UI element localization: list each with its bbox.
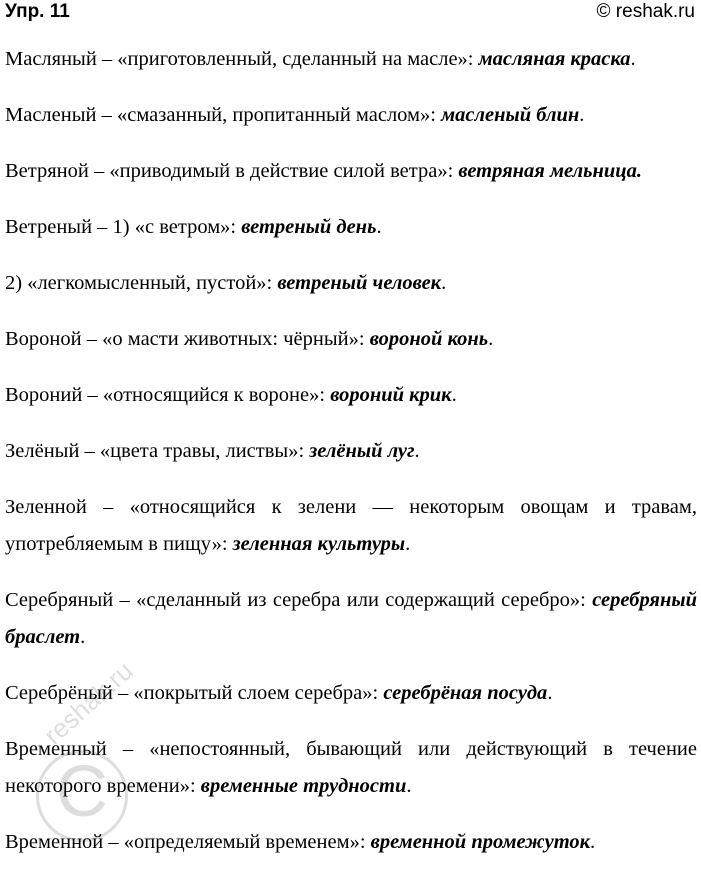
entry-end: . xyxy=(579,104,585,126)
entry-end: . xyxy=(441,272,447,294)
entry-example: вороний крик xyxy=(330,384,452,406)
entry-example: временной промежуток xyxy=(370,831,591,853)
page-header xyxy=(0,0,701,26)
entry-voroniy xyxy=(5,377,697,414)
entry-end: . xyxy=(405,533,411,555)
entry-voronoy xyxy=(5,321,697,358)
entry-definition: Вороний – «относящийся к вороне»: xyxy=(5,384,331,406)
entry-end: . xyxy=(80,626,86,648)
entry-end: . xyxy=(414,440,420,462)
entry-example: ветреный день xyxy=(241,216,377,238)
watermark-symbol: C xyxy=(56,752,108,832)
entry-example: зелёный луг xyxy=(309,440,415,462)
entry-example: масляная краска xyxy=(478,48,631,70)
entry-example: серебрёная посуда xyxy=(383,682,548,704)
entry-example: ветреный человек xyxy=(277,272,442,294)
entry-end: . xyxy=(488,328,494,350)
entry-example: зеленная культуры xyxy=(232,533,406,555)
entry-zelennoy xyxy=(5,489,697,563)
entry-example: вороной конь xyxy=(369,328,489,350)
entry-definition: Ветряной – «приводимый в действие силой ветра»: xyxy=(5,160,459,182)
entry-example: серебряный браслет xyxy=(5,589,697,648)
entry-definition: Временной – «определяемый временем»: xyxy=(5,831,371,853)
entry-serebryony xyxy=(5,675,697,712)
site-credit: © reshak.ru xyxy=(596,1,695,22)
entry-example: масленый блин xyxy=(441,104,580,126)
entry-example: временные трудности xyxy=(200,775,407,797)
entry-vremenny xyxy=(5,731,697,805)
entry-end: . xyxy=(630,48,636,70)
exercise-title: Упр. 11 xyxy=(5,1,70,22)
entry-definition: Вороной – «о масти животных: чёрный»: xyxy=(5,328,370,350)
entry-definition: Временный – «непостоянный, бывающий или действующий в течение некоторого времени»: xyxy=(5,738,697,797)
entry-end: . xyxy=(406,775,412,797)
entry-maslyany xyxy=(5,41,697,78)
entry-masleny xyxy=(5,97,697,134)
entry-definition: Масляный – «приготовленный, сделанный на масле»: xyxy=(5,48,479,70)
exercise-content xyxy=(5,41,697,880)
entry-end: . xyxy=(590,831,596,853)
entry-example: ветряная мельница. xyxy=(458,160,643,182)
entry-definition: Серебряный – «сделанный из серебра или содержащий серебро»: xyxy=(5,589,593,611)
entry-definition: Ветреный – 1) «с ветром»: xyxy=(5,216,242,238)
entry-end: . xyxy=(376,216,382,238)
watermark-text: reshak.ru xyxy=(38,655,139,751)
entry-end: . xyxy=(547,682,553,704)
entry-definition: Серебрёный – «покрытый слоем серебра»: xyxy=(5,682,384,704)
entry-zelyony xyxy=(5,433,697,470)
entry-serebryany xyxy=(5,582,697,656)
entry-vetreny-1 xyxy=(5,209,697,246)
entry-definition: Зеленной – «относящийся к зелени — некоторым овощам и травам, употребляемым в пищу»: xyxy=(5,496,697,555)
entry-vetreny-2 xyxy=(5,265,697,302)
entry-vremennoy xyxy=(5,824,697,861)
entry-definition: Масленый – «смазанный, пропитанный маслом»: xyxy=(5,104,442,126)
entry-definition: 2) «легкомысленный, пустой»: xyxy=(5,272,278,294)
entry-end: . xyxy=(451,384,457,406)
entry-vetryanoy xyxy=(5,153,697,190)
entry-definition: Зелёный – «цвета травы, листвы»: xyxy=(5,440,310,462)
